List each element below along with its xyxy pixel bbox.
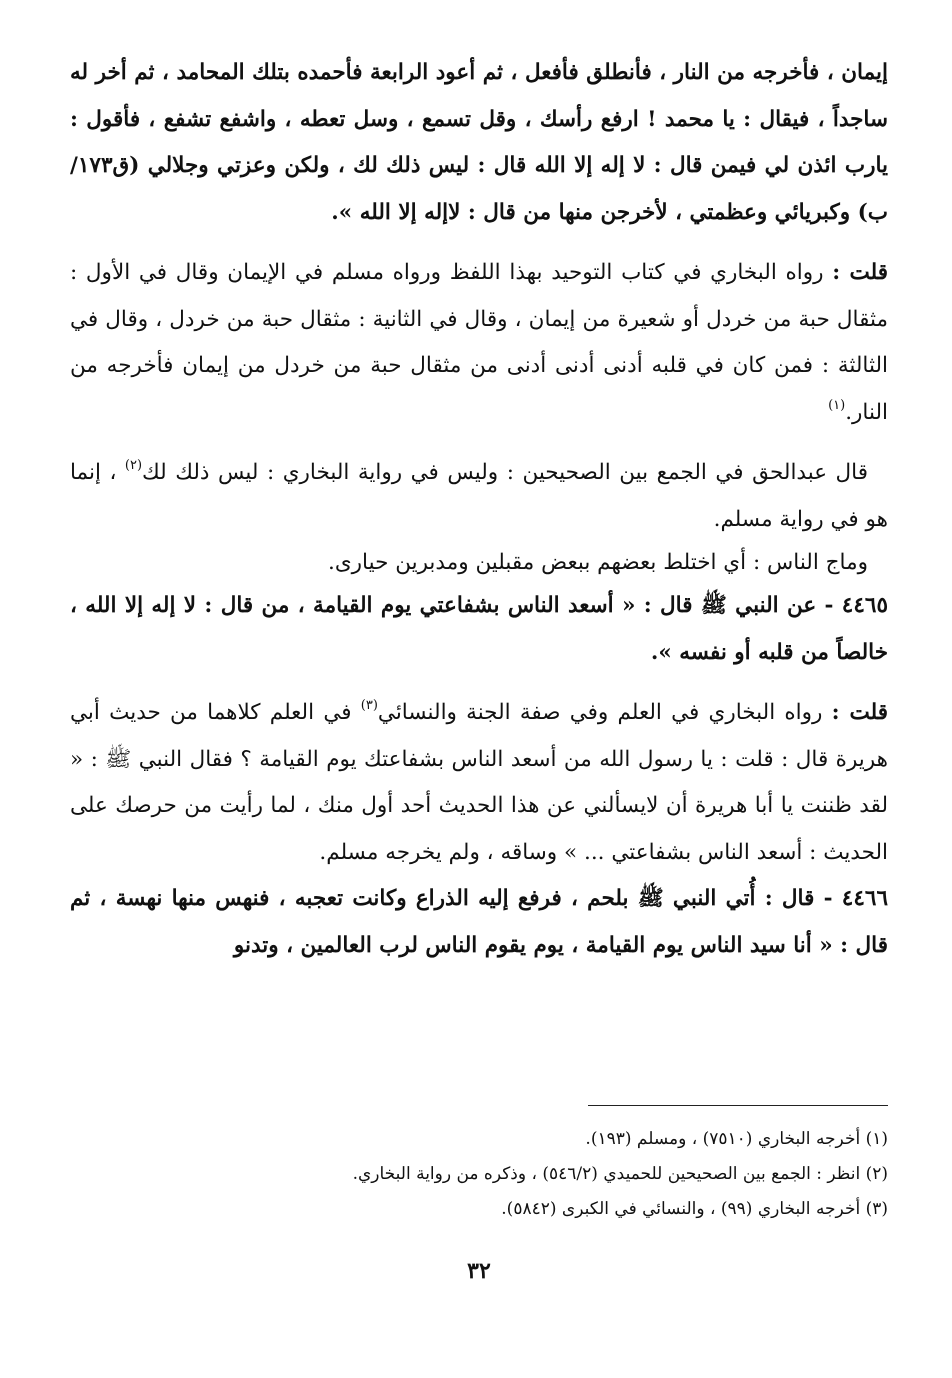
paragraph-tail: ، إنما هو في رواية مسلم. bbox=[70, 460, 888, 532]
paragraph-text: رواه البخاري في كتاب التوحيد بهذا اللفظ ورواه مسلم في الإيمان وقال في الأول : مثقال حبة من خردل أو شعيرة من إيمان ، وقال في الثانية : مثقال حبة من خردل ، وقال في الثالثة : فمن كان في قلبه أدنى أدنى أدنى من مثقال حبة من خردل من إيمان فأخرجه من النار. bbox=[70, 260, 888, 425]
footnote-1: (١) أخرجه البخاري (٧٥١٠) ، ومسلم (١٩٣). bbox=[585, 1129, 888, 1149]
footnote-3: (٣) أخرجه البخاري (٩٩) ، والنسائي في الكبرى (٥٨٤٢). bbox=[501, 1199, 888, 1219]
paragraph-commentary-1 bbox=[70, 250, 888, 436]
paragraph-word-gloss: وماج الناس : أي اختلط بعضهم ببعض مقبلين ومدبرين حيارى. bbox=[328, 550, 868, 575]
footnote-2: (٢) انظر : الجمع بين الصحيحين للحميدي (٥٤٦/٢) ، وذكره من رواية البخاري. bbox=[352, 1164, 888, 1184]
page-number: ٣٢ bbox=[467, 1258, 491, 1284]
footnotes bbox=[70, 1122, 888, 1227]
footnote-ref-1: (١) bbox=[828, 397, 846, 413]
paragraph-commentary-2 bbox=[70, 690, 888, 876]
qult-label: قلت : bbox=[832, 260, 888, 285]
paragraph-text: رواه البخاري في العلم وفي صفة الجنة والنسائي bbox=[377, 700, 832, 725]
qult-label: قلت : bbox=[831, 700, 889, 725]
paragraph-hadith-continuation: إيمان ، فأخرجه من النار ، فأنطلق فأفعل ، ثم أعود الرابعة فأحمده بتلك المحامد ، ثم أخر له ساجداً ، فيقال : يا محمد ! ارفع رأسك ، وقل تسمع ، وسل تعطه ، واشفع تشفع ، فأقول : يارب ائذن لي فيمن قال : لا إله إلا الله قال : ليس ذلك لك ، ولكن وعزتي وجلالي (ق١٧٣/ب) وكبريائي وعظمتي ، لأخرجن منها من قال : لاإله إلا الله ». bbox=[70, 60, 888, 225]
hadith-4466: ٤٤٦٦ - قال : أُتي النبي ﷺ بلحم ، فرفع إليه الذراع وكانت تعجبه ، فنهس منها نهسة ، ثم قال : « أنا سيد الناس يوم القيامة ، يوم يقوم الناس لرب العالمين ، وتدنو bbox=[70, 886, 888, 958]
paragraph-abdulhaq-note bbox=[70, 450, 888, 543]
main-text bbox=[70, 50, 888, 969]
paragraph-text: قال عبدالحق في الجمع بين الصحيحين : وليس في رواية البخاري : ليس ذلك لك bbox=[142, 460, 868, 485]
paragraph-tail: في العلم كلاهما من حديث أبي هريرة قال : قلت : يا رسول الله من أسعد الناس بشفاعتك يوم القيامة ؟ فقال النبي ﷺ : « لقد ظننت يا أبا هريرة أن لايسألني عن هذا الحديث أحد أول منك ، لما رأيت من حرصك على الحديث : أسعد الناس بشفاعتي ... » وساقه ، ولم يخرجه مسلم. bbox=[70, 700, 888, 865]
book-page bbox=[70, 50, 888, 1340]
footnote-ref-2: (٢) bbox=[124, 458, 143, 473]
hadith-4465: ٤٤٦٥ - عن النبي ﷺ قال : « أسعد الناس بشفاعتي يوم القيامة ، من قال : لا إله إلا الله ، خالصاً من قلبه أو نفسه ». bbox=[70, 593, 888, 665]
footnote-ref-3: (٣) bbox=[360, 698, 378, 713]
footnote-separator bbox=[588, 1105, 888, 1106]
